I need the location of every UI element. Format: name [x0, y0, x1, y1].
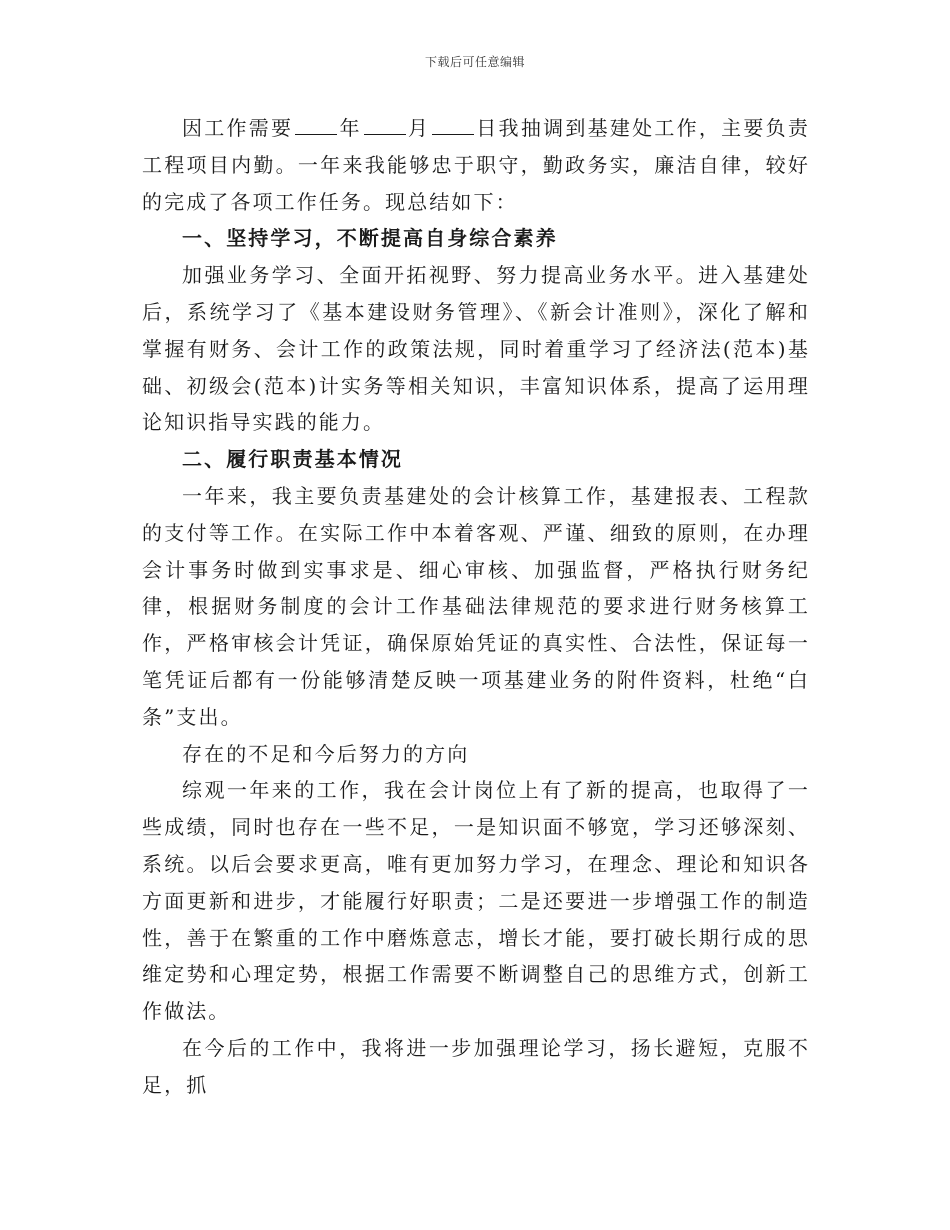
intro-text-rest: 日我抽调到基建处工作，主要负责工程项目内勤。一年来我能够忠于职守，勤政务实，廉洁自律，较好的完成了各项工作任务。现总结如下： [142, 116, 811, 214]
day-blank [432, 116, 474, 135]
intro-text-start: 因工作需要 [182, 116, 294, 140]
section-heading-1: 一、坚持学习，不断提高自身综合素养 [182, 226, 558, 251]
section-body-2: 一年来，我主要负责基建处的会计核算工作，基建报表、工程款的支付等工作。在实际工作中本着客观、严谨、细致的原则，在办理会计事务时做到实事求是、细心审核、加强监督，严格执行财务纪律，根据财务制度的会计工作基础法律规范的要求进行财务核算工作，严格审核会计凭证，确保原始凭证的真实性、合法性，保证每一笔凭证后都有一份能够清楚反映一项基建业务的附件资料，杜绝“白条”支出。 [142, 483, 810, 729]
section-body-3: 综观一年来的工作，我在会计岗位上有了新的提高，也取得了一些成绩，同时也存在一些不足，一是知识面不够宽，学习还够深刻、系统。以后会要求更高，唯有更加努力学习，在理念、理论和知识各方面更新和进步，才能履行好职责；二是还要进一步增强工作的制造性，善于在繁重的工作中磨炼意志，增长才能，要打破长期行成的思维定势和心理定势，根据工作需要不断调整自己的思维方式，创新工作做法。 [142, 778, 810, 1024]
month-blank [364, 116, 406, 135]
intro-month-label: 月 [407, 116, 431, 140]
document-body [142, 110, 810, 1104]
section-body-1: 加强业务学习、全面开拓视野、努力提高业务水平。进入基建处后，系统学习了《基本建设财务管理》、《新会计准则》，深化了解和掌握有财务、会计工作的政策法规，同时着重学习了经济法(范本)基础、初级会(范本)计实务等相关知识，丰富知识体系，提高了运用理论知识指导实践的能力。 [142, 263, 810, 435]
year-blank [295, 116, 337, 135]
section-heading-2: 二、履行职责基本情况 [182, 447, 403, 472]
closing-paragraph: 在今后的工作中，我将进一步加强理论学习，扬长避短，克服不足，抓 [142, 1035, 810, 1097]
page-header: 下载后可任意编辑 [424, 55, 525, 69]
section-heading-3: 存在的不足和今后努力的方向 [182, 741, 470, 766]
intro-paragraph [142, 110, 810, 220]
intro-year-label: 年 [339, 116, 362, 140]
